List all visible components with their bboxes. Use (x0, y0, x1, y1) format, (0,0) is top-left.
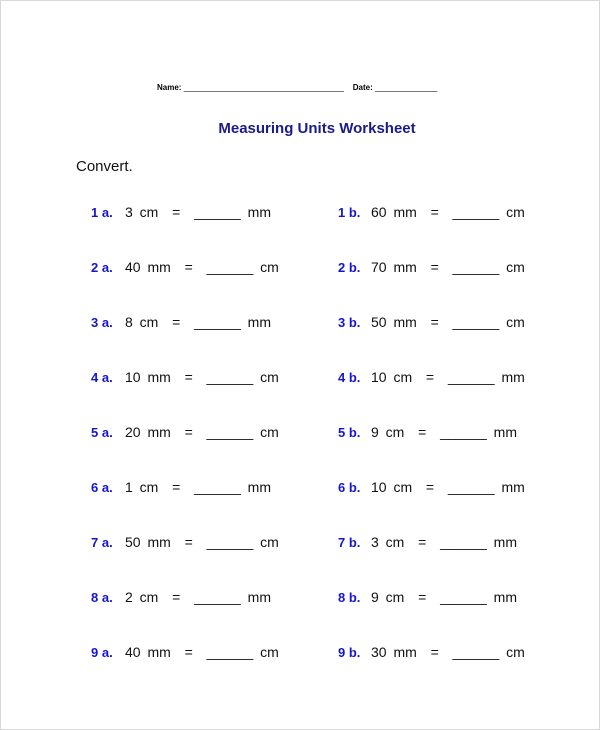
problem-expression: 20 mm = ______ cm (125, 424, 279, 440)
problem-number: 7 b. (338, 535, 361, 550)
problem-left-1 (91, 204, 271, 220)
problem-number: 6 a. (91, 480, 113, 495)
problem-expression: 50 mm = ______ cm (371, 314, 525, 330)
problem-right-5 (338, 424, 517, 440)
problem-number: 8 b. (338, 590, 361, 605)
name-label: Name: (157, 83, 182, 92)
problem-number: 1 b. (338, 205, 361, 220)
problem-left-9 (91, 644, 279, 660)
worksheet-title: Measuring Units Worksheet (218, 120, 416, 137)
problem-expression: 2 cm = ______ mm (125, 589, 272, 605)
problem-expression: 10 cm = ______ mm (371, 479, 525, 495)
problem-expression: 60 mm = ______ cm (371, 204, 525, 220)
date-blank: ______________ (375, 83, 438, 92)
problem-number: 7 a. (91, 535, 113, 550)
problem-number: 9 a. (91, 645, 113, 660)
problem-right-2 (338, 259, 525, 275)
problem-right-3 (338, 314, 525, 330)
problem-right-1 (338, 204, 525, 220)
problem-right-7 (338, 534, 517, 550)
problem-number: 1 a. (91, 205, 113, 220)
header-fields (157, 83, 437, 92)
date-label: Date: (352, 83, 373, 92)
problem-number: 5 b. (338, 425, 361, 440)
problem-left-2 (91, 259, 279, 275)
problem-number: 3 b. (338, 315, 361, 330)
problem-expression: 1 cm = ______ mm (125, 479, 272, 495)
problem-number: 5 a. (91, 425, 113, 440)
problem-left-6 (91, 479, 271, 495)
problem-expression: 8 cm = ______ mm (125, 314, 272, 330)
problem-right-6 (338, 479, 525, 495)
problem-left-4 (91, 369, 279, 385)
problem-expression: 50 mm = ______ cm (125, 534, 279, 550)
problem-right-9 (338, 644, 525, 660)
problem-expression: 10 cm = ______ mm (371, 369, 525, 385)
problem-number: 6 b. (338, 480, 361, 495)
problem-number: 4 b. (338, 370, 361, 385)
problem-expression: 9 cm = ______ mm (371, 424, 518, 440)
problem-expression: 9 cm = ______ mm (371, 589, 518, 605)
problem-number: 2 b. (338, 260, 361, 275)
problem-expression: 10 mm = ______ cm (125, 369, 279, 385)
problem-number: 2 a. (91, 260, 113, 275)
problem-expression: 40 mm = ______ cm (125, 259, 279, 275)
problem-expression: 3 cm = ______ mm (371, 534, 518, 550)
problem-left-8 (91, 589, 271, 605)
problem-number: 4 a. (91, 370, 113, 385)
problem-left-7 (91, 534, 279, 550)
problem-right-4 (338, 369, 525, 385)
problem-number: 3 a. (91, 315, 113, 330)
problem-expression: 3 cm = ______ mm (125, 204, 272, 220)
problem-number: 9 b. (338, 645, 361, 660)
problem-right-8 (338, 589, 517, 605)
problem-left-5 (91, 424, 279, 440)
problem-expression: 30 mm = ______ cm (371, 644, 525, 660)
problem-expression: 70 mm = ______ cm (371, 259, 525, 275)
problem-left-3 (91, 314, 271, 330)
problem-number: 8 a. (91, 590, 113, 605)
name-blank: ____________________________________ (183, 83, 344, 92)
problem-expression: 40 mm = ______ cm (125, 644, 279, 660)
instruction-text: Convert. (76, 158, 133, 175)
